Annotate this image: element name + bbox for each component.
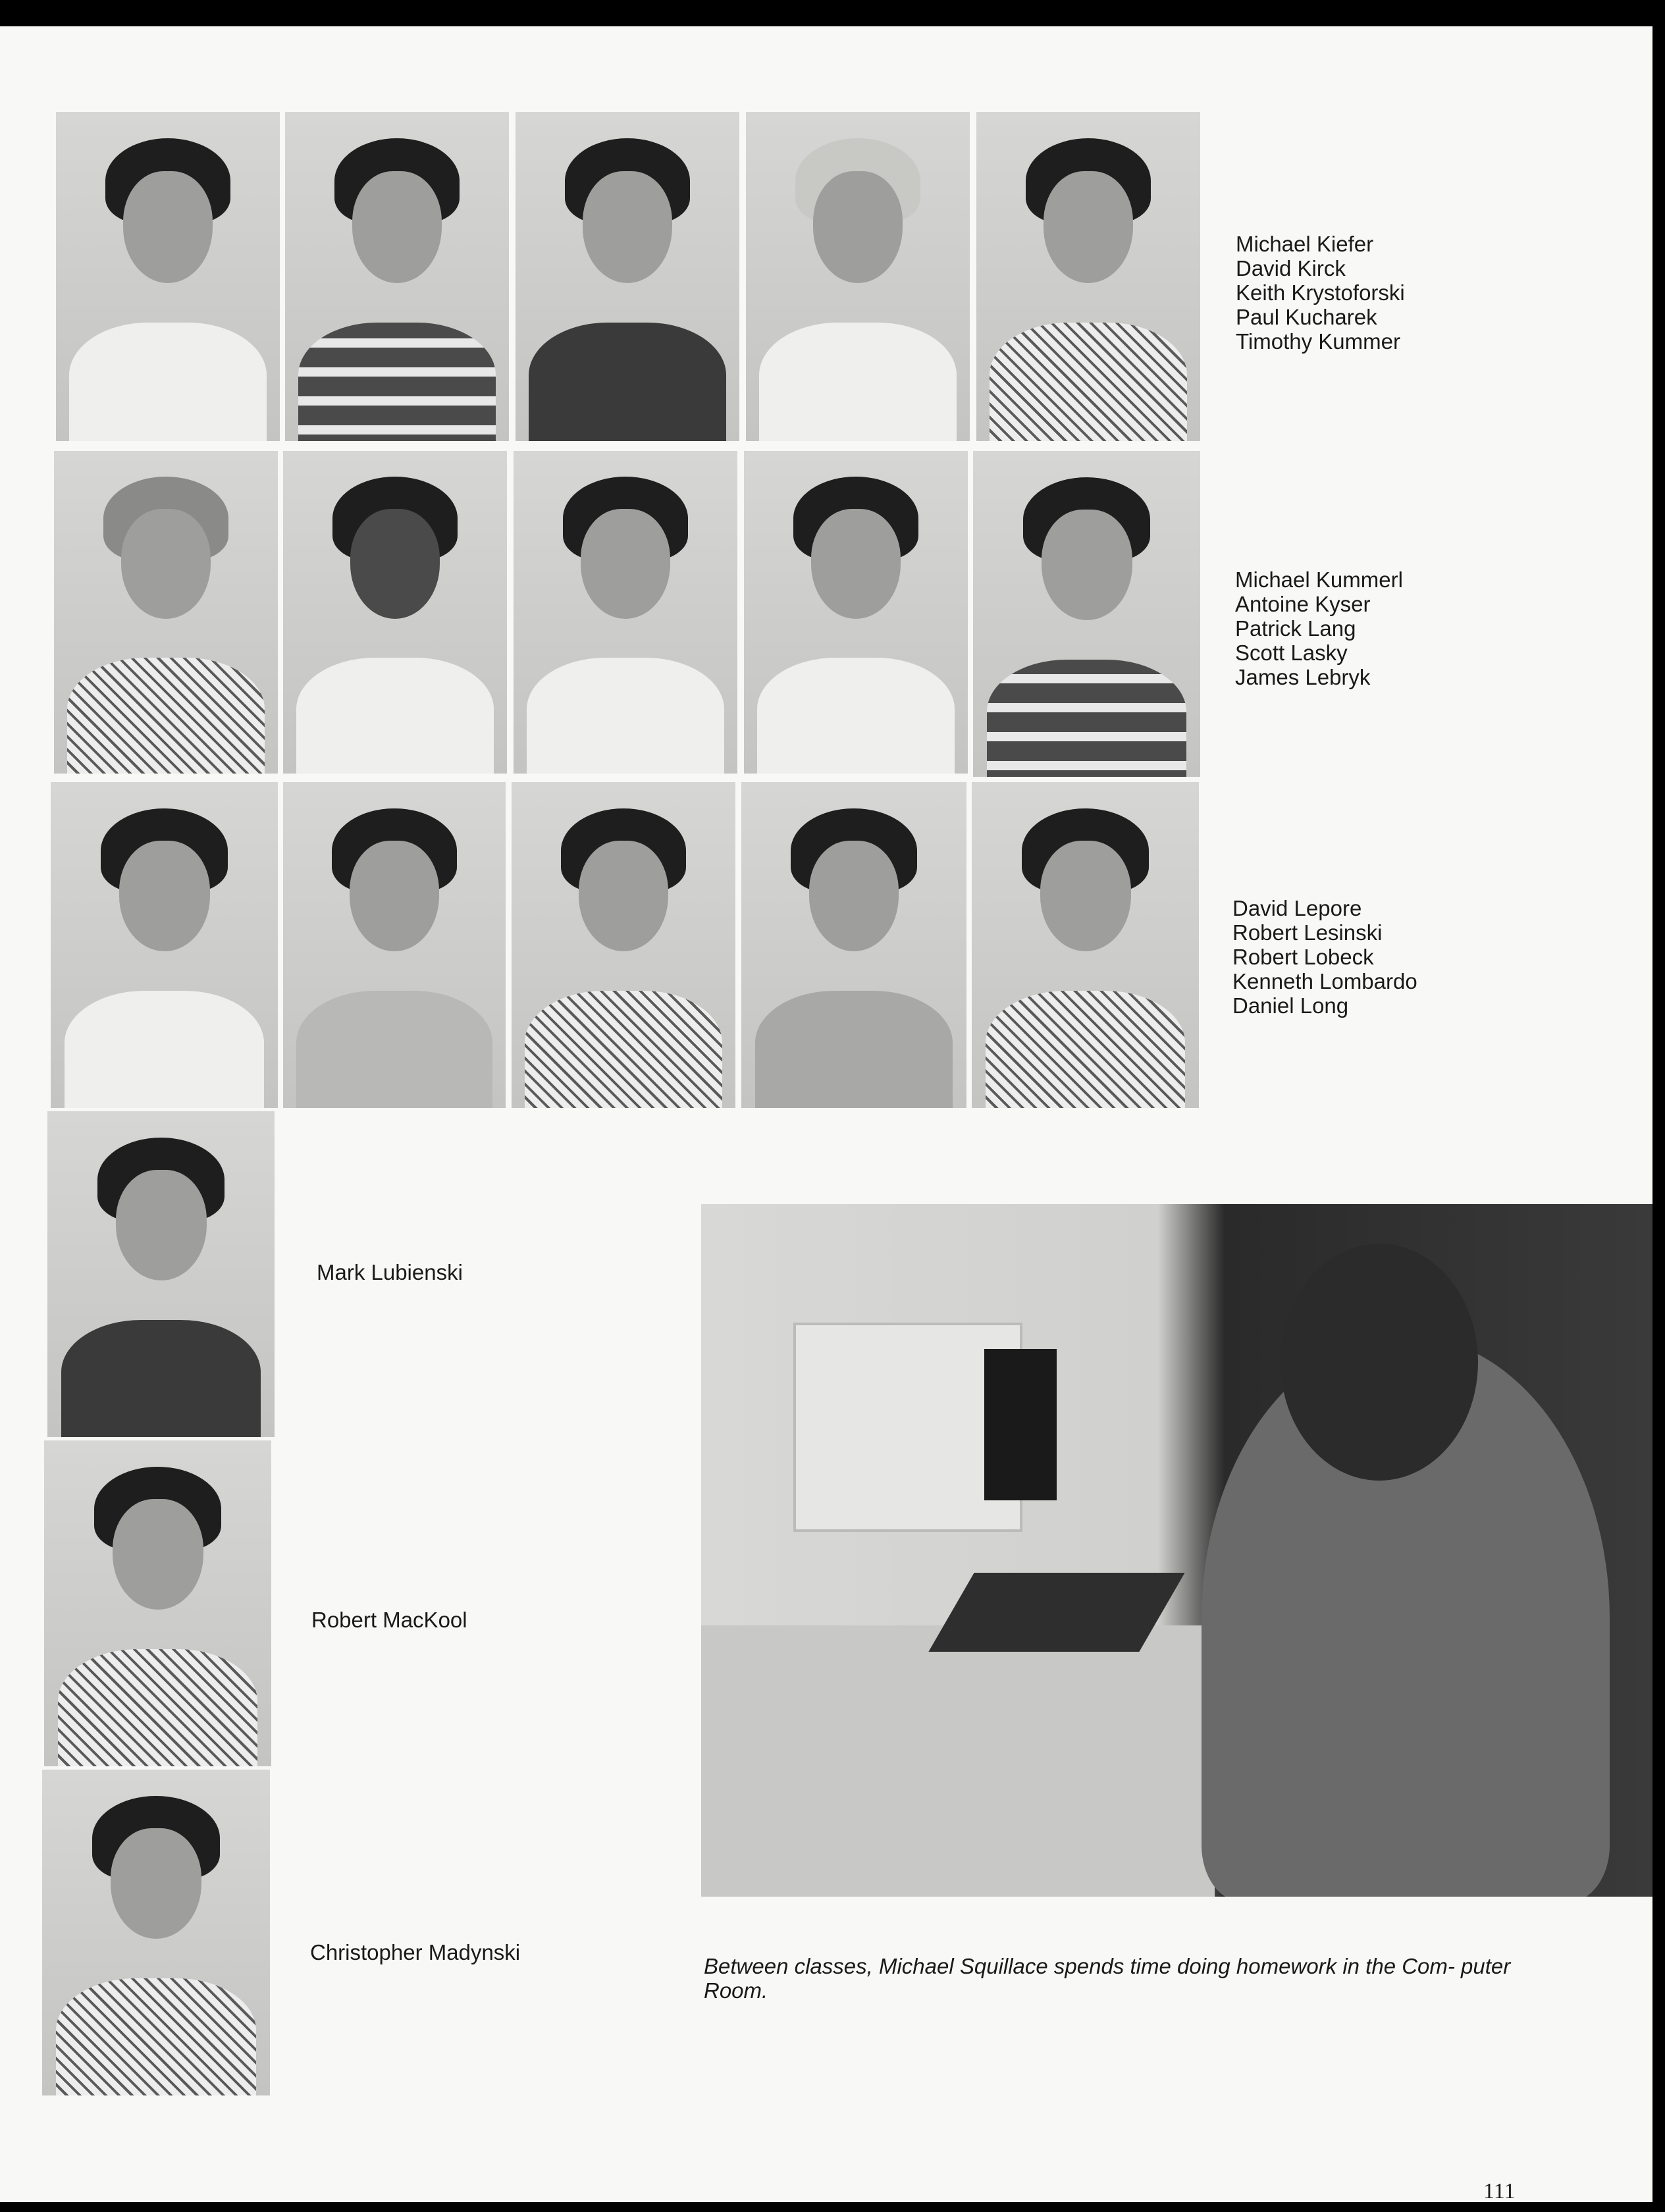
name-list-row-1 xyxy=(1236,232,1405,354)
student-name: David Kirck xyxy=(1236,256,1346,280)
page-number: 111 xyxy=(1483,2179,1516,2203)
student-name: Scott Lasky xyxy=(1235,641,1348,665)
portrait-photo xyxy=(51,782,278,1108)
student-name: Timothy Kummer xyxy=(1236,329,1400,354)
name-list-row-2 xyxy=(1235,567,1403,689)
monitor-screen xyxy=(984,1349,1057,1500)
portrait-photo xyxy=(285,112,509,441)
portrait-photo xyxy=(515,112,739,441)
portrait-photo xyxy=(973,451,1200,777)
student-name: Kenneth Lombardo xyxy=(1232,969,1417,993)
student-name: Michael Kummerl xyxy=(1235,567,1403,592)
photo-caption: Between classes, Michael Squillace spends time doing homework in the Com- puter Room. xyxy=(704,1954,1511,2003)
portrait-photo xyxy=(42,1770,270,2095)
portrait-photo xyxy=(972,782,1199,1108)
portrait-photo xyxy=(744,451,968,774)
student-name: Robert MacKool xyxy=(311,1608,467,1632)
portrait-photo xyxy=(746,112,970,441)
portrait-photo xyxy=(56,112,280,441)
portrait-photo xyxy=(54,451,278,774)
student-name: David Lepore xyxy=(1232,896,1362,920)
student-name: James Lebryk xyxy=(1235,665,1371,689)
student-name: Antoine Kyser xyxy=(1235,592,1371,616)
name-list-row-3 xyxy=(1232,896,1417,1018)
student-name: Robert Lesinski xyxy=(1232,920,1383,945)
student-name: Patrick Lang xyxy=(1235,616,1356,641)
student-name: Christopher Madynski xyxy=(310,1940,521,1964)
student-name: Daniel Long xyxy=(1232,993,1349,1018)
desk xyxy=(701,1625,1215,1897)
yearbook-page xyxy=(0,26,1652,2202)
portrait-photo xyxy=(283,782,506,1108)
student-name: Mark Lubienski xyxy=(317,1260,463,1284)
portrait-photo xyxy=(512,782,735,1108)
student-name: Keith Krystoforski xyxy=(1236,280,1405,305)
portrait-photo xyxy=(283,451,507,774)
computer-room-photo xyxy=(701,1204,1652,1897)
student-name: Paul Kucharek xyxy=(1236,305,1377,329)
student-head xyxy=(1281,1244,1478,1481)
student-name: Michael Kiefer xyxy=(1236,232,1374,256)
portrait-photo xyxy=(514,451,737,774)
portrait-photo xyxy=(741,782,966,1108)
portrait-photo xyxy=(47,1111,275,1437)
portrait-photo xyxy=(44,1440,271,1766)
student-name: Robert Lobeck xyxy=(1232,945,1374,969)
portrait-photo xyxy=(976,112,1200,441)
